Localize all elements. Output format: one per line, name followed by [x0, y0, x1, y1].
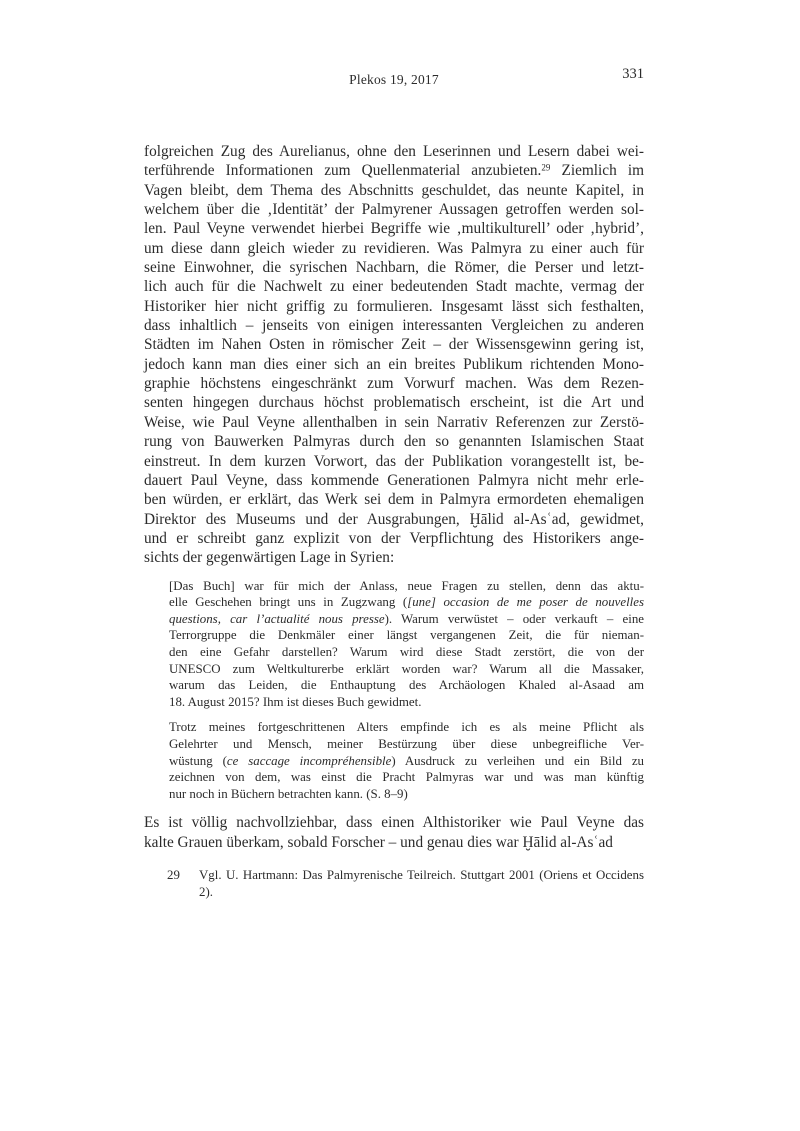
text-line: wüstung (ce saccage incompréhensible) Ausdruck zu verleihen und ein Bild zu: [169, 753, 644, 768]
text-line: nur noch in Büchern betrachten kann. (S. 8–9): [169, 786, 408, 801]
text-line: rung von Bauwerken Palmyras durch den so genannten Islamischen Staat: [144, 433, 644, 451]
text-line: sichts der gegenwärtigen Lage in Syrien:: [144, 549, 395, 567]
text-line: einstreut. In dem kurzen Vorwort, das der Publikation vorangestellt ist, be-: [144, 452, 644, 470]
text-line: Vagen bleibt, dem Thema des Abschnitts geschuldet, das neunte Kapitel, in: [144, 181, 644, 199]
text-line: [Das Buch] war für mich der Anlass, neue Fragen zu stellen, denn das aktu-: [169, 578, 644, 593]
text-line: senten hingegen durchaus höchst problematisch erscheint, ist die Art und: [144, 394, 644, 412]
text-line: Weise, wie Paul Veyne allenthalben in sein Narrativ Referenzen zur Zerstö-: [144, 413, 644, 431]
text-line: Es ist völlig nachvollziehbar, dass einen Althistoriker wie Paul Veyne das: [144, 814, 644, 832]
text-line: elle Geschehen bringt uns in Zugzwang ([une] occasion de me poser de nouvelles: [169, 595, 645, 610]
text-line: graphie höchstens eingeschränkt zum Vorwurf machen. Was dem Rezen-: [144, 375, 644, 393]
text-line: Vgl. U. Hartmann: Das Palmyrenische Teilreich. Stuttgart 2001 (Oriens et Occidens: [199, 867, 644, 882]
block-quote-2: [169, 719, 644, 802]
text-line: zeichnen von dem, was einst die Pracht Palmyras war und was man künftig: [169, 770, 644, 785]
text-line: welchem über die ‚Identität’ der Palmyrener Aussagen getroffen werden sol-: [144, 201, 644, 219]
text-line: Terrorgruppe die Denkmäler einer längst vergangenen Zeit, die für nieman-: [169, 628, 644, 643]
text-line: lich auch für die Nachwelt zu einer bedeutenden Stadt machte, vermag der: [144, 278, 644, 296]
text-line: Direktor des Museums und der Ausgrabungen, Ḫālid al-Asʿad, gewidmet,: [144, 510, 644, 528]
text-block: [144, 142, 644, 901]
text-line: dass inhaltlich – jenseits von einigen interessanten Vergleichen zu anderen: [144, 317, 644, 335]
text-line: Städten im Nahen Osten in römischer Zeit – der Wissensgewinn gering ist,: [144, 336, 644, 354]
footnote-reference: 29: [541, 162, 551, 173]
text-line: Gelehrter und Mensch, meiner Bestürzung über diese unbegreifliche Ver-: [169, 736, 644, 751]
text-line: 18. August 2015? Ihm ist dieses Buch gewidmet.: [169, 694, 422, 709]
text-line: Historiker hier nicht griffig zu formulieren. Insgesamt lässt sich festhalten,: [144, 297, 644, 315]
text-line: und er schreibt ganz explizit von der Verpflichtung des Historikers ange-: [144, 529, 644, 547]
text-line: len. Paul Veyne verwendet hierbei Begriffe wie ‚multikulturell’ oder ‚hybrid’,: [144, 220, 644, 238]
text-line: kalte Grauen überkam, sobald Forscher – und genau dies war Ḫālid al-Asʿad: [144, 833, 613, 851]
text-line: jedoch kann man dies einer sich an ein breites Publikum richtenden Mono-: [144, 355, 644, 373]
block-quote-1: [169, 578, 644, 711]
page-number: 331: [622, 66, 644, 82]
text-line: UNESCO zum Weltkulturerbe erklärt worden war? Warum all die Massaker,: [169, 661, 644, 676]
text-line: Trotz meines fortgeschrittenen Alters empfinde ich es als meine Pflicht als: [169, 720, 644, 735]
text-line: seine Einwohner, die syrischen Nachbarn, die Römer, die Perser und letzt-: [144, 259, 644, 277]
text-line: 2).: [199, 884, 213, 899]
text-line: dauert Paul Veyne, dass kommende Generationen Palmyra nicht mehr erle-: [144, 471, 644, 489]
main-paragraph: [144, 142, 644, 568]
text-line: den eine Gefahr darstellen? Warum wird diese Stadt zerstört, die von der: [169, 644, 644, 659]
text-line: questions, car l’actualité nous presse). Warum verwüstet – oder verkauft – eine: [169, 611, 644, 626]
running-head: Plekos 19, 2017: [349, 72, 439, 87]
closing-paragraph: [144, 813, 644, 852]
footnote-text: [199, 867, 644, 901]
text-line: terführende Informationen zum Quellenmaterial anzubieten.$^{29}$ Ziemlich im: [144, 162, 644, 180]
footnote: [144, 867, 644, 901]
text-line: um diese dann gleich wieder zu revidieren. Was Palmyra zu einer auch für: [144, 239, 644, 257]
text-line: folgreichen Zug des Aurelianus, ohne den Leserinnen und Lesern dabei wei-: [144, 143, 644, 160]
footnote-number: 29: [167, 867, 180, 882]
text-line: ben würden, er erklärt, das Werk sei dem in Palmyra ermordeten ehemaligen: [144, 491, 644, 509]
text-line: warum das Leiden, die Enthauptung des Archäologen Khaled al-Asaad am: [169, 678, 644, 693]
